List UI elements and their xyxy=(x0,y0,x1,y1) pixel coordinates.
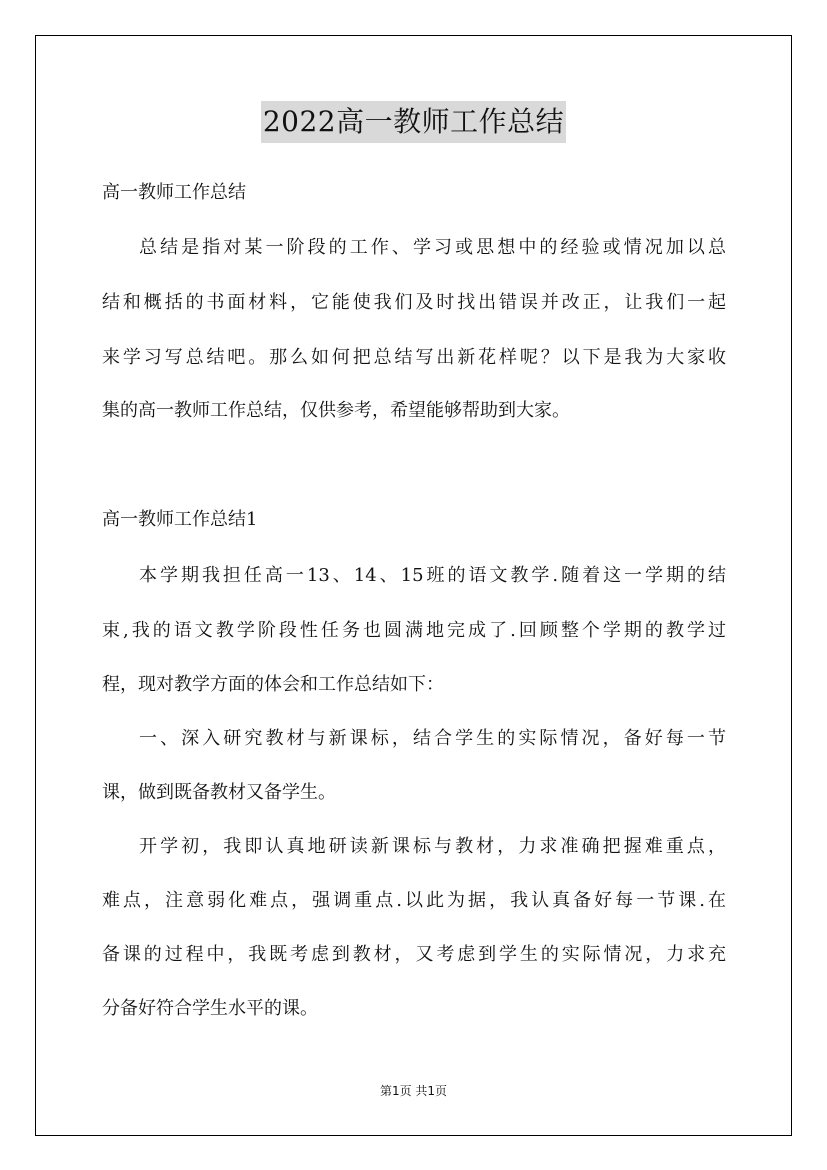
section1-paragraph-line: 束,我的语文教学阶段性任务也圆满地完成了.回顾整个学期的教学过 xyxy=(102,620,726,641)
section1-paragraph-line: 本学期我担任高一13、14、15班的语文教学.随着这一学期的结 xyxy=(139,565,726,586)
section1-paragraph-line: 开学初，我即认真地研读新课标与教材，力求准确把握难重点， xyxy=(139,836,726,857)
document-title: 2022高一教师工作总结 xyxy=(261,101,566,143)
section1-paragraph-line: 分备好符合学生水平的课。 xyxy=(102,998,318,1019)
intro-paragraph-line: 集的高一教师工作总结，仅供参考，希望能够帮助到大家。 xyxy=(102,400,570,421)
section1-paragraph-line: 一、深入研究教材与新课标，结合学生的实际情况，备好每一节 xyxy=(139,728,726,749)
intro-heading: 高一教师工作总结 xyxy=(102,182,246,203)
section1-paragraph-line: 备课的过程中，我既考虑到教材，又考虑到学生的实际情况，力求充 xyxy=(102,944,726,965)
intro-paragraph-line: 来学习写总结吧。那么如何把总结写出新花样呢？以下是我为大家收 xyxy=(102,347,726,368)
section1-paragraph-line: 难点，注意弱化难点，强调重点.以此为据，我认真备好每一节课.在 xyxy=(102,890,726,911)
intro-paragraph-line: 总结是指对某一阶段的工作、学习或思想中的经验或情况加以总 xyxy=(139,237,726,258)
intro-paragraph-line: 结和概括的书面材料，它能使我们及时找出错误并改正，让我们一起 xyxy=(102,292,726,313)
section1-paragraph-line: 程，现对教学方面的体会和工作总结如下： xyxy=(102,674,444,695)
section1-heading: 高一教师工作总结1 xyxy=(102,509,258,530)
title-container xyxy=(0,101,827,143)
section1-paragraph-line: 课，做到既备教材又备学生。 xyxy=(102,782,336,803)
page-footer: 第1页 共1页 xyxy=(379,1084,448,1098)
